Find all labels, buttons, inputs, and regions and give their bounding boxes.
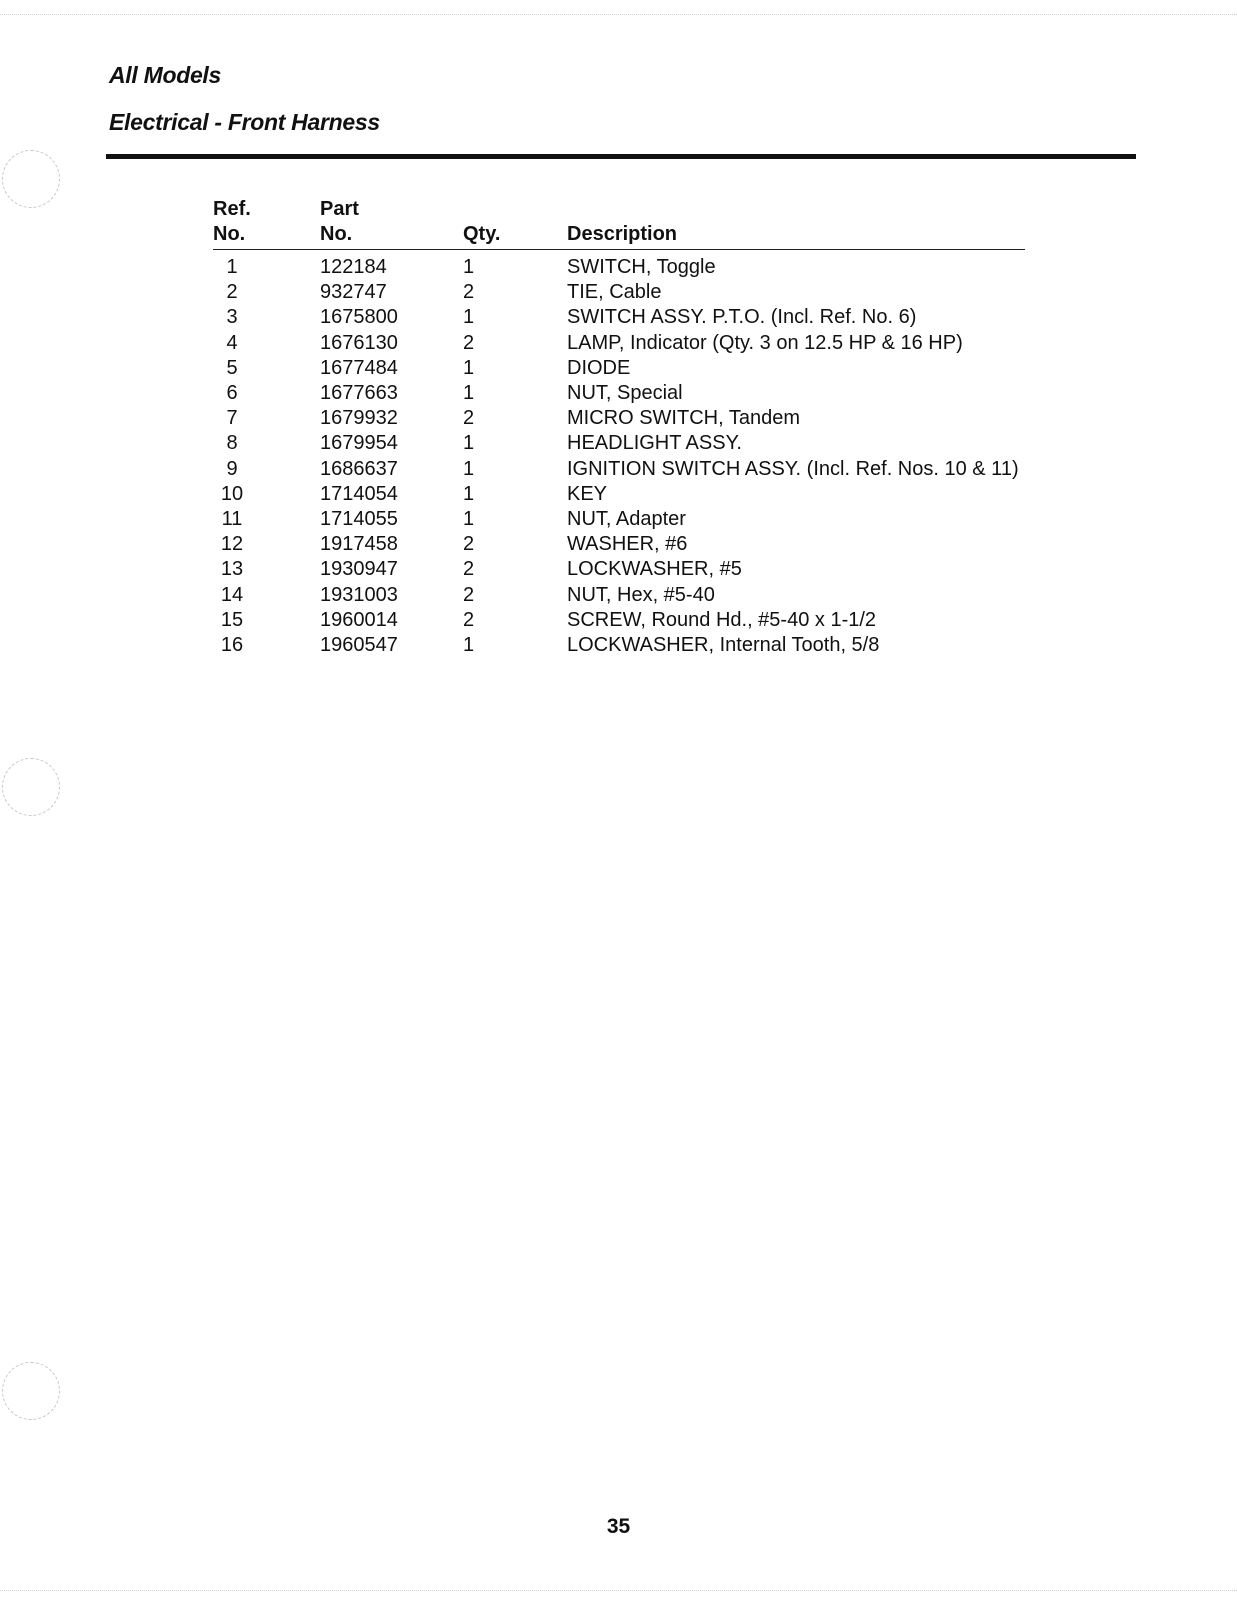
table-header-row	[213, 197, 1025, 250]
part-no-cell: 122184	[320, 256, 387, 279]
ref-no-cell: 1	[226, 256, 238, 279]
qty-cell: 1	[463, 457, 475, 480]
binder-hole-bottom	[2, 1362, 60, 1420]
description-cell: LOCKWASHER, Internal Tooth, 5/8	[567, 633, 880, 656]
heading-rule	[106, 154, 1136, 159]
ref-no-cell: 11	[221, 507, 243, 530]
description-cell: DIODE	[567, 356, 631, 379]
table-row	[213, 356, 1025, 381]
scan-edge-bottom	[0, 1590, 1237, 1591]
qty-cell: 2	[463, 583, 475, 606]
header-ref-line1: Ref.	[213, 198, 251, 220]
table-row	[213, 250, 1025, 281]
qty-cell: 2	[463, 558, 475, 581]
qty-cell: 1	[463, 306, 475, 329]
ref-no-cell: 9	[226, 457, 238, 480]
section-heading: Electrical - Front Harness	[109, 109, 380, 135]
qty-cell: 2	[463, 533, 475, 556]
header-part-line2: No.	[320, 223, 353, 245]
table-row	[213, 633, 1025, 658]
description-cell: LAMP, Indicator (Qty. 3 on 12.5 HP & 16 HP)	[567, 331, 963, 354]
parts-table-body	[213, 250, 1025, 659]
part-no-cell: 1676130	[320, 331, 398, 354]
qty-cell: 2	[463, 331, 475, 354]
description-cell: IGNITION SWITCH ASSY. (Incl. Ref. Nos. 10 & 11)	[567, 457, 1019, 480]
ref-no-cell: 12	[220, 533, 244, 556]
qty-cell: 2	[463, 608, 475, 631]
part-no-cell: 1930947	[320, 558, 398, 581]
table-row	[213, 608, 1025, 633]
part-no-cell: 1931003	[320, 583, 398, 606]
description-cell: NUT, Special	[567, 382, 683, 405]
part-no-cell: 1679954	[320, 432, 398, 455]
part-no-cell: 1686637	[320, 457, 398, 480]
part-no-cell: 1917458	[320, 533, 398, 556]
ref-no-cell: 5	[226, 356, 238, 379]
part-no-cell: 1679932	[320, 407, 398, 430]
part-no-cell: 1960014	[320, 608, 398, 631]
ref-no-cell: 3	[226, 306, 238, 329]
table-row	[213, 482, 1025, 507]
qty-cell: 1	[463, 432, 475, 455]
ref-no-cell: 8	[226, 432, 238, 455]
table-row	[213, 305, 1025, 330]
ref-no-cell: 2	[226, 281, 238, 304]
description-cell: SWITCH ASSY. P.T.O. (Incl. Ref. No. 6)	[567, 306, 917, 329]
part-no-cell: 1675800	[320, 306, 398, 329]
part-no-cell: 1714055	[320, 507, 398, 530]
table-row	[213, 280, 1025, 305]
model-heading: All Models	[109, 62, 222, 88]
description-cell: NUT, Adapter	[567, 507, 686, 530]
description-cell: MICRO SWITCH, Tandem	[567, 407, 800, 430]
table-row	[213, 532, 1025, 557]
ref-no-cell: 4	[226, 331, 238, 354]
part-no-cell: 1677663	[320, 382, 398, 405]
table-row	[213, 406, 1025, 431]
header-ref-line2: No.	[213, 223, 246, 245]
header-part-no	[320, 197, 463, 250]
part-no-cell: 1677484	[320, 356, 398, 379]
table-row	[213, 557, 1025, 582]
qty-cell: 1	[463, 356, 475, 379]
description-cell: LOCKWASHER, #5	[567, 558, 742, 581]
ref-no-cell: 14	[220, 583, 244, 606]
binder-hole-middle	[2, 758, 60, 816]
description-cell: NUT, Hex, #5-40	[567, 583, 715, 606]
qty-cell: 2	[463, 407, 475, 430]
table-row	[213, 507, 1025, 532]
page-number: 35	[606, 1515, 631, 1538]
scan-edge-top	[0, 14, 1237, 15]
ref-no-cell: 15	[220, 608, 244, 631]
header-qty: Qty.	[463, 197, 567, 250]
parts-table	[213, 197, 1025, 658]
table-row	[213, 381, 1025, 406]
part-no-cell: 1714054	[320, 482, 398, 505]
description-cell: SCREW, Round Hd., #5-40 x 1-1/2	[567, 608, 877, 631]
table-row	[213, 582, 1025, 607]
description-cell: WASHER, #6	[567, 533, 688, 556]
qty-cell: 1	[463, 382, 475, 405]
qty-cell: 1	[463, 633, 475, 656]
part-no-cell: 932747	[320, 281, 387, 304]
binder-hole-top	[2, 150, 60, 208]
description-cell: KEY	[567, 482, 608, 505]
description-cell: TIE, Cable	[567, 281, 662, 304]
header-ref-no	[213, 197, 320, 250]
ref-no-cell: 16	[220, 633, 244, 656]
qty-cell: 1	[463, 256, 475, 279]
table-row	[213, 457, 1025, 482]
part-no-cell: 1960547	[320, 633, 398, 656]
ref-no-cell: 6	[226, 382, 238, 405]
header-part-line1: Part	[320, 198, 359, 220]
description-cell: SWITCH, Toggle	[567, 256, 716, 279]
table-row	[213, 431, 1025, 456]
qty-cell: 1	[463, 482, 475, 505]
qty-cell: 2	[463, 281, 475, 304]
ref-no-cell: 7	[226, 407, 238, 430]
header-description: Description	[567, 197, 1025, 250]
ref-no-cell: 13	[220, 558, 244, 581]
qty-cell: 1	[463, 507, 475, 530]
description-cell: HEADLIGHT ASSY.	[567, 432, 742, 455]
ref-no-cell: 10	[220, 482, 244, 505]
table-row	[213, 331, 1025, 356]
